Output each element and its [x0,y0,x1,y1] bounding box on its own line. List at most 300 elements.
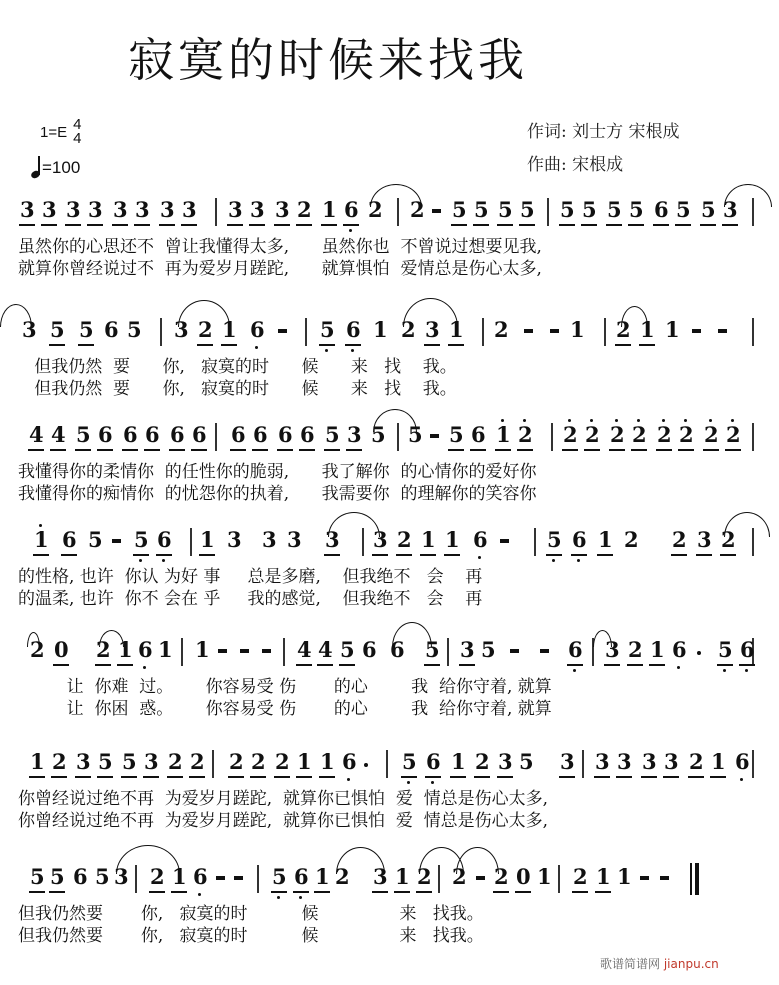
note-3: 3 [228,197,243,222]
eighth-underline [319,344,335,346]
low-octave-dot [745,669,748,672]
eighth-underline [396,554,412,556]
note-6: 6 [193,864,208,889]
note-6: 6 [473,527,488,552]
eighth-underline [299,449,315,451]
eighth-underline [562,449,578,451]
eighth-underline [78,344,94,346]
note-1: 1 [449,317,464,342]
barline [482,318,484,346]
barline [604,318,606,346]
staff-system [0,750,779,850]
note-5: 5 [79,317,94,342]
note-6: 6 [138,637,153,662]
eighth-underline [41,224,57,226]
note-6: 6 [672,637,687,662]
barline [283,638,285,666]
lyricist-name: 刘士方 宋根成 [572,122,680,142]
note-2: 2 [616,317,631,342]
note-5: 5 [88,527,103,552]
eighth-underline [451,224,467,226]
eighth-underline [144,449,160,451]
eighth-underline [424,344,440,346]
eighth-underline [249,224,265,226]
eighth-underline [717,664,733,666]
barline [190,528,192,556]
staff-system [0,423,779,523]
note-5: 5 [325,422,340,447]
note-1: 1 [617,864,632,889]
note-6: 6 [294,864,309,889]
eighth-underline [546,554,562,556]
eighth-underline [416,891,432,893]
eighth-underline [97,449,113,451]
eighth-underline [372,554,388,556]
eighth-underline [345,344,361,346]
sustain-dash [216,876,225,880]
eighth-underline [663,776,679,778]
note-3: 3 [425,317,440,342]
sustain-dash [640,876,649,880]
note-1: 1 [315,864,330,889]
note-5: 5 [272,864,287,889]
barline [752,423,754,451]
slur-arc [27,632,40,647]
low-octave-dot [552,559,555,562]
slur-arc [99,630,124,647]
final-barline-thin [690,863,692,895]
note-5: 5 [30,864,45,889]
time-signature [73,118,81,146]
eighth-underline [595,891,611,893]
eighth-underline [171,891,187,893]
note-2: 2 [585,422,600,447]
eighth-underline [703,449,719,451]
eighth-underline [594,776,610,778]
lyric-line-1: 但我仍然 要 你, 寂寞的时 候 来 找 我。 [18,357,457,377]
note-2: 2 [410,197,425,222]
note-3: 3 [664,749,679,774]
note-3: 3 [460,637,475,662]
composer-name: 宋根成 [572,155,624,175]
slur-arc [456,847,499,874]
eighth-underline [597,554,613,556]
lyric-line-1: 的性格, 也许 你认 为好 事 总是多磨, 但我绝不 会 再 [18,567,483,587]
note-1: 1 [496,422,511,447]
eighth-underline [133,554,149,556]
note-3: 3 [262,527,277,552]
low-octave-dot [573,669,576,672]
note-2: 2 [190,749,205,774]
note-1: 1 [30,749,45,774]
eighth-underline [559,776,575,778]
eighth-underline [739,664,755,666]
low-octave-dot [198,893,201,896]
eighth-underline [121,776,137,778]
eighth-underline [252,449,268,451]
note-6: 6 [471,422,486,447]
eighth-underline [671,554,687,556]
note-5: 5 [701,197,716,222]
eighth-underline [65,224,81,226]
eighth-underline [29,891,45,893]
note-6: 6 [572,527,587,552]
eighth-underline [221,344,237,346]
sustain-dash [240,649,249,653]
note-1: 1 [222,317,237,342]
sustain-dash [278,329,287,333]
high-octave-dot [684,419,687,422]
note-6: 6 [231,422,246,447]
high-octave-dot [731,419,734,422]
eighth-underline [75,776,91,778]
note-5: 5 [340,637,355,662]
eighth-underline [324,449,340,451]
note-2: 2 [397,527,412,552]
eighth-underline [722,224,738,226]
note-3: 3 [275,197,290,222]
barline [305,318,307,346]
note-5: 5 [676,197,691,222]
note-5: 5 [320,317,335,342]
eighth-underline [474,776,490,778]
eighth-underline [228,776,244,778]
eighth-underline [199,554,215,556]
barline [215,423,217,451]
high-octave-dot [637,419,640,422]
eighth-underline [675,224,691,226]
low-octave-dot [347,778,350,781]
barline [160,318,162,346]
note-1: 1 [421,527,436,552]
eighth-underline [149,891,165,893]
note-1: 1 [297,749,312,774]
eighth-underline [29,776,45,778]
eighth-underline [274,776,290,778]
note-4: 4 [29,422,44,447]
eighth-underline [271,891,287,893]
note-3: 3 [287,527,302,552]
eighth-underline [296,776,312,778]
composer-label: 作曲: [527,155,567,175]
low-octave-dot [143,666,146,669]
note-6: 6 [300,422,315,447]
note-4: 4 [51,422,66,447]
high-octave-dot [523,419,526,422]
watermark-site: 歌谱简谱网 [600,957,661,971]
note-1: 1 [665,317,680,342]
note-5: 5 [607,197,622,222]
eighth-underline [653,224,669,226]
eighth-underline [497,776,513,778]
watermark [600,955,719,972]
lyricist-label: 作词: [527,122,567,142]
high-octave-dot [501,419,504,422]
high-octave-dot [39,524,42,527]
note-2: 2 [168,749,183,774]
time-numerator: 4 [73,116,82,133]
note-2: 2 [689,749,704,774]
lyric-line-2: 让 你困 惑。 你容易受 伤 的心 我 给你守着, 就算 [18,699,552,719]
slur-arc [370,184,422,207]
note-1: 1 [598,527,613,552]
eighth-underline [394,891,410,893]
note-2: 2 [704,422,719,447]
staff-system [0,638,779,738]
slur-arc [593,630,612,647]
lyric-line-1: 让 你难 过。 你容易受 伤 的心 我 给你守着, 就算 [18,677,552,697]
eighth-underline [581,224,597,226]
note-2: 2 [198,317,213,342]
song-title: 寂寞的时候来找我 [128,33,528,87]
note-1: 1 [322,197,337,222]
sustain-dash [218,649,227,653]
note-3: 3 [227,527,242,552]
note-2: 2 [726,422,741,447]
note-1: 1 [570,317,585,342]
eighth-underline [97,776,113,778]
high-octave-dot [662,419,665,422]
eighth-underline [425,776,441,778]
note-6: 6 [62,527,77,552]
augmentation-dot [697,651,701,655]
note-3: 3 [605,637,620,662]
note-5: 5 [498,197,513,222]
eighth-underline [296,224,312,226]
note-6: 6 [192,422,207,447]
note-3: 3 [76,749,91,774]
slur-arc [0,304,32,327]
eighth-underline [631,449,647,451]
lyric-line-2: 你曾经说过绝不再 为爱岁月蹉跎, 就算你已惧怕 爱 情总是伤心太多, [18,811,549,831]
eighth-underline [112,224,128,226]
eighth-underline [678,449,694,451]
note-6: 6 [426,749,441,774]
eighth-underline [53,664,69,666]
note-3: 3 [160,197,175,222]
credits [527,116,680,182]
eighth-underline [495,449,511,451]
sustain-dash [262,649,271,653]
eighth-underline [572,891,588,893]
eighth-underline [604,664,620,666]
eighth-underline [448,449,464,451]
slur-arc [336,847,385,874]
eighth-underline [117,664,133,666]
eighth-underline [515,891,531,893]
eighth-underline [639,344,655,346]
note-2: 2 [368,197,383,222]
eighth-underline [277,449,293,451]
eighth-underline [156,554,172,556]
note-5: 5 [50,864,65,889]
note-5: 5 [449,422,464,447]
eighth-underline [628,224,644,226]
note-6: 6 [250,317,265,342]
eighth-underline [181,224,197,226]
slur-arc [403,298,458,327]
sustain-dash [550,329,559,333]
sustain-dash [540,649,549,653]
note-6: 6 [253,422,268,447]
note-3: 3 [135,197,150,222]
note-2: 2 [494,864,509,889]
eighth-underline [459,664,475,666]
note-5: 5 [520,197,535,222]
slur-arc [724,184,772,207]
low-octave-dot [255,346,258,349]
watermark-url: jianpu.cn [663,957,719,971]
eighth-underline [51,776,67,778]
note-3: 3 [595,749,610,774]
eighth-underline [33,554,49,556]
barline [558,865,560,893]
eighth-underline [609,449,625,451]
note-3: 3 [617,749,632,774]
note-3: 3 [144,749,159,774]
note-6: 6 [278,422,293,447]
lyric-line-1: 你曾经说过绝不再 为爱岁月蹉跎, 就算你已惧怕 爱 情总是伤心太多, [18,789,549,809]
note-0: 0 [516,864,531,889]
sustain-dash [524,329,533,333]
staff-system [0,318,779,418]
note-2: 2 [563,422,578,447]
sustain-dash [500,539,509,543]
eighth-underline [616,776,632,778]
note-2: 2 [96,637,111,662]
note-5: 5 [425,637,440,662]
note-1: 1 [640,317,655,342]
note-3: 3 [373,527,388,552]
note-2: 2 [657,422,672,447]
note-5: 5 [474,197,489,222]
eighth-underline [167,776,183,778]
eighth-underline [49,891,65,893]
eighth-underline [19,224,35,226]
note-1: 1 [34,527,49,552]
eighth-underline [517,449,533,451]
eighth-underline [143,776,159,778]
note-1: 1 [596,864,611,889]
eighth-underline [250,776,266,778]
augmentation-dot [364,763,368,767]
note-5: 5 [560,197,575,222]
eighth-underline [627,664,643,666]
high-octave-dot [709,419,712,422]
eighth-underline [274,224,290,226]
eighth-underline [688,776,704,778]
eighth-underline [169,449,185,451]
low-octave-dot [740,778,743,781]
note-2: 2 [229,749,244,774]
note-2: 2 [632,422,647,447]
lyric-line-1: 但我仍然要 你, 寂寞的时 候 来 找我。 [18,904,484,924]
eighth-underline [343,224,359,226]
note-3: 3 [114,864,129,889]
note-2: 2 [475,749,490,774]
lyric-line-1: 我懂得你的柔情你 的任性你的脆弱, 我了解你 的心情你的爱好你 [18,462,537,482]
note-6: 6 [170,422,185,447]
eighth-underline [189,776,205,778]
note-2: 2 [335,864,350,889]
eighth-underline [159,224,175,226]
low-octave-dot [577,559,580,562]
note-6: 6 [73,864,88,889]
eighth-underline [649,664,665,666]
eighth-underline [584,449,600,451]
note-3: 3 [113,197,128,222]
note-6: 6 [568,637,583,662]
eighth-underline [197,344,213,346]
note-5: 5 [98,749,113,774]
high-octave-dot [590,419,593,422]
time-denominator: 4 [73,130,82,147]
note-5: 5 [452,197,467,222]
eighth-underline [191,449,207,451]
quarter-note-icon [30,156,40,178]
note-1: 1 [650,637,665,662]
eighth-underline [656,449,672,451]
eighth-underline [497,224,513,226]
note-2: 2 [721,527,736,552]
eighth-underline [324,554,340,556]
note-3: 3 [182,197,197,222]
note-4: 4 [318,637,333,662]
note-6: 6 [740,637,755,662]
eighth-underline [444,554,460,556]
sustain-dash [692,329,701,333]
note-3: 3 [22,317,37,342]
eighth-underline [450,776,466,778]
eighth-underline [571,554,587,556]
eighth-underline [424,664,440,666]
note-3: 3 [250,197,265,222]
staff-system [0,198,779,298]
eighth-underline [122,449,138,451]
note-5: 5 [50,317,65,342]
note-2: 2 [275,749,290,774]
eighth-underline [296,664,312,666]
note-1: 1 [373,317,388,342]
lyric-line-2: 但我仍然 要 你, 寂寞的时 候 来 找 我。 [18,379,457,399]
eighth-underline [75,449,91,451]
note-1: 1 [118,637,133,662]
note-5: 5 [127,317,142,342]
barline [752,750,754,778]
note-5: 5 [519,749,534,774]
note-3: 3 [723,197,738,222]
eighth-underline [293,891,309,893]
note-1: 1 [451,749,466,774]
note-6: 6 [123,422,138,447]
barline [215,198,217,226]
note-3: 3 [20,197,35,222]
note-6: 6 [362,637,377,662]
note-2: 2 [401,317,416,342]
note-3: 3 [174,317,189,342]
eighth-underline [567,664,583,666]
eighth-underline [606,224,622,226]
sustain-dash [234,876,243,880]
eighth-underline [95,664,111,666]
note-6: 6 [654,197,669,222]
note-6: 6 [157,527,172,552]
eighth-underline [319,776,335,778]
note-5: 5 [718,637,733,662]
barline [257,865,259,893]
note-3: 3 [88,197,103,222]
note-5: 5 [582,197,597,222]
